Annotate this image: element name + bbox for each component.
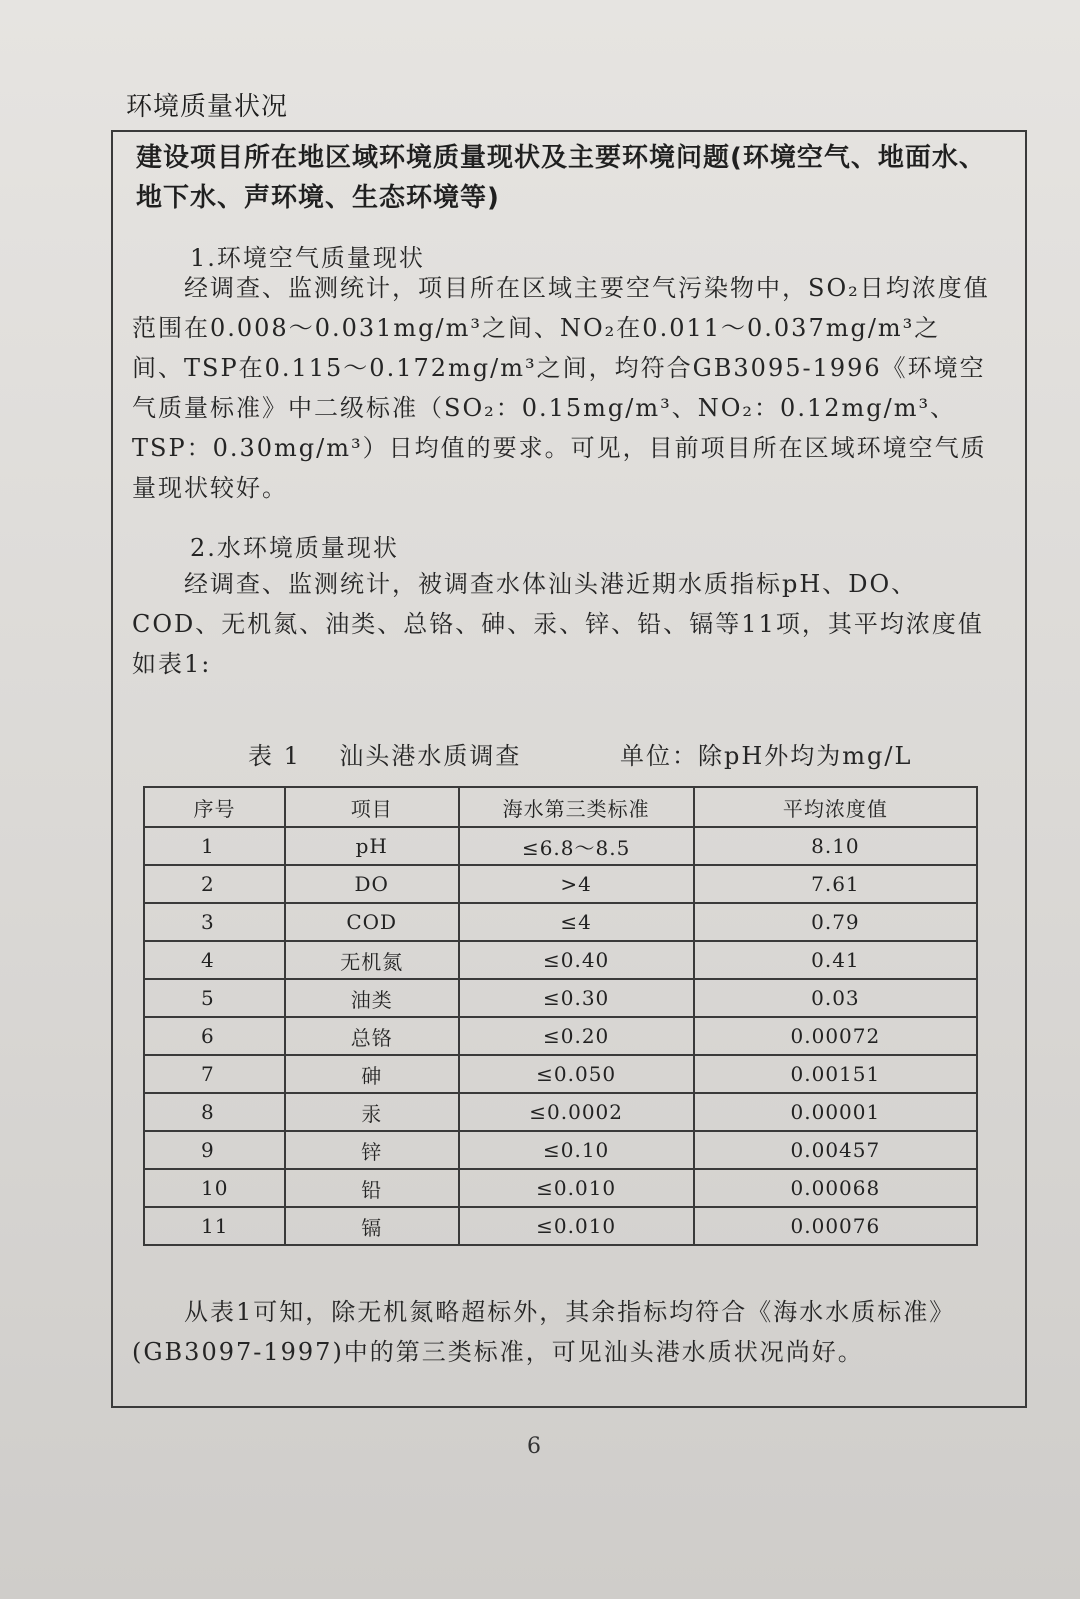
table-row	[144, 1169, 977, 1207]
table-row	[144, 1055, 977, 1093]
row-item: 汞	[285, 1093, 459, 1131]
section-title: 环境质量状况	[126, 92, 289, 122]
row-average: 0.00001	[694, 1093, 977, 1131]
row-index: 3	[144, 903, 285, 941]
row-item: 锌	[285, 1131, 459, 1169]
table-row	[144, 979, 977, 1017]
row-index: 11	[144, 1207, 285, 1245]
row-average: 0.00151	[694, 1055, 977, 1093]
row-index: 10	[144, 1169, 285, 1207]
row-index: 7	[144, 1055, 285, 1093]
water-quality-table	[143, 786, 978, 1246]
header-average: 平均浓度值	[694, 787, 977, 827]
row-index: 4	[144, 941, 285, 979]
row-average: 7.61	[694, 865, 977, 903]
row-item: 砷	[285, 1055, 459, 1093]
row-standard: >4	[459, 865, 694, 903]
row-average: 0.00076	[694, 1207, 977, 1245]
table-row	[144, 865, 977, 903]
row-standard: ≤0.20	[459, 1017, 694, 1055]
water-quality-subhead: 2.水环境质量现状	[190, 534, 399, 562]
table-row	[144, 903, 977, 941]
row-item: 镉	[285, 1207, 459, 1245]
row-index: 8	[144, 1093, 285, 1131]
table-caption: 表 1 汕头港水质调查	[248, 742, 522, 770]
row-index: 1	[144, 827, 285, 865]
row-item: COD	[285, 903, 459, 941]
header-item: 项目	[285, 787, 459, 827]
air-quality-subhead: 1.环境空气质量现状	[190, 244, 425, 272]
row-index: 5	[144, 979, 285, 1017]
row-standard: ≤0.010	[459, 1169, 694, 1207]
row-standard: ≤6.8～8.5	[459, 827, 694, 865]
row-average: 0.00068	[694, 1169, 977, 1207]
frame-heading: 建设项目所在地区域环境质量现状及主要环境问题(环境空气、地面水、地下水、声环境、生态环境等)	[136, 143, 986, 213]
row-average: 0.79	[694, 903, 977, 941]
row-item: DO	[285, 865, 459, 903]
header-standard: 海水第三类标准	[459, 787, 694, 827]
row-index: 2	[144, 865, 285, 903]
row-item: 铅	[285, 1169, 459, 1207]
header-index: 序号	[144, 787, 285, 827]
air-quality-paragraph: 经调查、监测统计，项目所在区域主要空气污染物中，SO₂日均浓度值范围在0.008～0.031mg/m³之间、NO₂在0.011～0.037mg/m³之间、TSP在0.115～0.172mg/m³之间，均符合GB3095-1996《环境空气质量标准》中二级标准（SO₂：0.15mg/m³、NO₂：0.12mg/m³、TSP：0.30mg/m³）日均值的要求。可见，目前项目所在区域环境空气质量现状较好。	[132, 274, 990, 502]
row-standard: ≤4	[459, 903, 694, 941]
row-average: 8.10	[694, 827, 977, 865]
row-standard: ≤0.0002	[459, 1093, 694, 1131]
row-item: 总铬	[285, 1017, 459, 1055]
row-standard: ≤0.050	[459, 1055, 694, 1093]
row-item: 油类	[285, 979, 459, 1017]
row-item: pH	[285, 827, 459, 865]
page-number: 6	[527, 1434, 541, 1459]
water-quality-paragraph: 经调查、监测统计，被调查水体汕头港近期水质指标pH、DO、COD、无机氮、油类、总铬、砷、汞、锌、铅、镉等11项，其平均浓度值如表1:	[132, 570, 984, 678]
row-standard: ≤0.40	[459, 941, 694, 979]
table-row	[144, 1017, 977, 1055]
table-row	[144, 1207, 977, 1245]
table-row	[144, 1131, 977, 1169]
row-standard: ≤0.30	[459, 979, 694, 1017]
table-row	[144, 941, 977, 979]
row-average: 0.00072	[694, 1017, 977, 1055]
row-average: 0.00457	[694, 1131, 977, 1169]
table-row	[144, 827, 977, 865]
table-unit-note: 单位：除pH外均为mg/L	[620, 742, 913, 770]
row-index: 9	[144, 1131, 285, 1169]
conclusion-paragraph: 从表1可知，除无机氮略超标外，其余指标均符合《海水水质标准》(GB3097-1997)中的第三类标准，可见汕头港水质状况尚好。	[132, 1298, 956, 1366]
table-row	[144, 1093, 977, 1131]
row-item: 无机氮	[285, 941, 459, 979]
row-average: 0.03	[694, 979, 977, 1017]
table-header-row	[144, 787, 977, 827]
row-index: 6	[144, 1017, 285, 1055]
row-average: 0.41	[694, 941, 977, 979]
row-standard: ≤0.10	[459, 1131, 694, 1169]
row-standard: ≤0.010	[459, 1207, 694, 1245]
